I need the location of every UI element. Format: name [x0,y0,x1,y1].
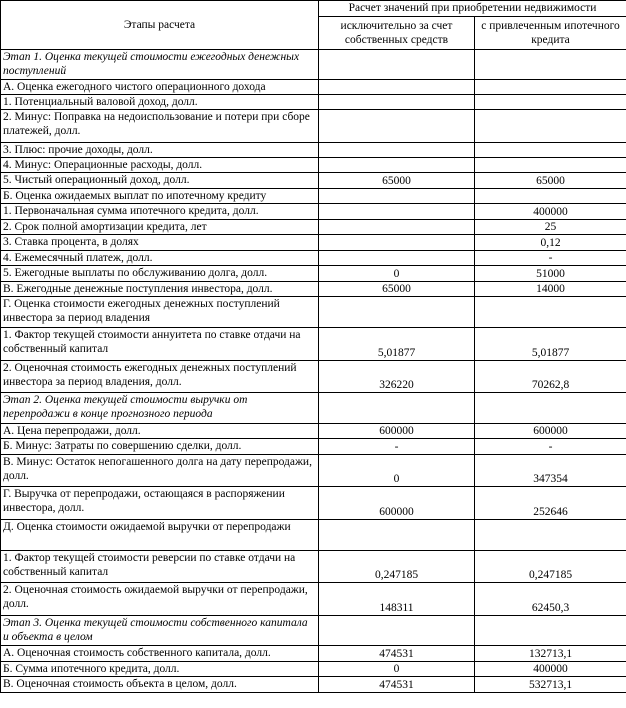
value-own-funds [319,297,475,328]
value-mortgage: 25 [475,220,626,235]
table-row [1,551,626,583]
table-row [1,393,626,424]
value-own-funds [319,143,475,158]
table-row [1,583,626,616]
table-row [1,328,626,361]
value-own-funds: 0 [319,266,475,282]
value-mortgage [475,50,626,80]
table-row [1,220,626,235]
table-row [1,282,626,297]
value-mortgage [475,297,626,328]
row-label: 3. Плюс: прочие доходы, долл. [1,143,319,158]
value-own-funds [319,80,475,95]
value-own-funds [319,204,475,220]
value-mortgage: 600000 [475,424,626,439]
value-own-funds: 474531 [319,646,475,662]
row-label: Г. Выручка от перепродажи, остающаяся в распоряжении инвестора, долл. [1,487,319,520]
value-mortgage: 5,01877 [475,328,626,361]
value-own-funds [319,235,475,251]
row-label: 1. Первоначальная сумма ипотечного кредита, долл. [1,204,319,220]
table-row [1,662,626,677]
value-mortgage [475,393,626,424]
table-row [1,95,626,110]
value-mortgage: 532713,1 [475,677,626,693]
row-label: 5. Чистый операционный доход, долл. [1,173,319,189]
row-label: 2. Срок полной амортизации кредита, лет [1,220,319,235]
row-label: 4. Ежемесячный платеж, долл. [1,251,319,266]
row-label: 5. Ежегодные выплаты по обслуживанию долга, долл. [1,266,319,282]
row-label: В. Оценочная стоимость объекта в целом, долл. [1,677,319,693]
table-row [1,235,626,251]
row-label: В. Ежегодные денежные поступления инвестора, долл. [1,282,319,297]
value-mortgage: 70262,8 [475,361,626,393]
table-row [1,455,626,487]
table-body [1,50,626,693]
row-label: 4. Минус: Операционные расходы, долл. [1,158,319,173]
table-row [1,173,626,189]
value-own-funds: 600000 [319,487,475,520]
row-label: 3. Ставка процента, в долях [1,235,319,251]
value-mortgage [475,158,626,173]
value-mortgage: 400000 [475,662,626,677]
row-label: 1. Потенциальный валовой доход, долл. [1,95,319,110]
row-label: Б. Минус: Затраты по совершению сделки, долл. [1,439,319,455]
stage-heading: Этап 1. Оценка текущей стоимости ежегодных денежных поступлений [1,50,319,80]
value-own-funds [319,189,475,204]
header-mortgage: с привлеченным ипотечного кредита [475,17,626,50]
value-own-funds: 474531 [319,677,475,693]
value-mortgage: 132713,1 [475,646,626,662]
row-label: 2. Оценочная стоимость ожидаемой выручки от перепродажи, долл. [1,583,319,616]
value-mortgage: 0,247185 [475,551,626,583]
value-mortgage [475,95,626,110]
row-label: А. Оценка ежегодного чистого операционного дохода [1,80,319,95]
value-own-funds [319,220,475,235]
value-own-funds: 65000 [319,282,475,297]
table-row [1,80,626,95]
value-mortgage: 14000 [475,282,626,297]
value-own-funds: 326220 [319,361,475,393]
value-own-funds [319,158,475,173]
row-label: 2. Оценочная стоимость ежегодных денежных поступлений инвестора за период владения, долл. [1,361,319,393]
value-own-funds [319,520,475,551]
value-mortgage: 0,12 [475,235,626,251]
stage-heading: Этап 3. Оценка текущей стоимости собственного капитала и объекта в целом [1,616,319,646]
row-label: Б. Сумма ипотечного кредита, долл. [1,662,319,677]
value-own-funds: 148311 [319,583,475,616]
value-mortgage [475,520,626,551]
value-own-funds: 0 [319,662,475,677]
value-mortgage [475,110,626,143]
table-row [1,189,626,204]
table-row [1,616,626,646]
value-mortgage [475,616,626,646]
value-mortgage: 252646 [475,487,626,520]
value-own-funds: 0,247185 [319,551,475,583]
table-row [1,297,626,328]
header-own-funds: исключительно за счет собственных средств [319,17,475,50]
value-mortgage [475,80,626,95]
value-own-funds: 0 [319,455,475,487]
value-mortgage: 65000 [475,173,626,189]
table-row [1,251,626,266]
table-row [1,361,626,393]
table-row [1,520,626,551]
table-row [1,143,626,158]
header-group: Расчет значений при приобретении недвижимости [319,1,626,17]
row-label: В. Минус: Остаток непогашенного долга на дату перепродажи, долл. [1,455,319,487]
table-row [1,158,626,173]
table-row [1,487,626,520]
table-row [1,110,626,143]
row-label: Г. Оценка стоимости ежегодных денежных поступлений инвестора за период владения [1,297,319,328]
table-row [1,50,626,80]
value-own-funds [319,95,475,110]
row-label: А. Цена перепродажи, долл. [1,424,319,439]
table-row [1,266,626,282]
value-own-funds: 65000 [319,173,475,189]
value-own-funds [319,393,475,424]
table-row [1,439,626,455]
value-own-funds [319,50,475,80]
value-mortgage: - [475,251,626,266]
value-mortgage [475,143,626,158]
table-row [1,204,626,220]
table-row [1,677,626,693]
value-mortgage: 347354 [475,455,626,487]
row-label: 1. Фактор текущей стоимости реверсии по ставке отдачи на собственный капитал [1,551,319,583]
value-own-funds [319,251,475,266]
row-label: 2. Минус: Поправка на недоиспользование и потери при сборе платежей, долл. [1,110,319,143]
value-own-funds [319,616,475,646]
value-mortgage [475,189,626,204]
value-own-funds: 600000 [319,424,475,439]
row-label: Б. Оценка ожидаемых выплат по ипотечному кредиту [1,189,319,204]
value-own-funds [319,110,475,143]
table-row [1,424,626,439]
value-mortgage: - [475,439,626,455]
value-mortgage: 400000 [475,204,626,220]
value-own-funds: 5,01877 [319,328,475,361]
row-label: А. Оценочная стоимость собственного капитала, долл. [1,646,319,662]
table-header [1,1,626,50]
table-row [1,646,626,662]
value-mortgage: 62450,3 [475,583,626,616]
row-label: Д. Оценка стоимости ожидаемой выручки от перепродажи [1,520,319,551]
row-label: 1. Фактор текущей стоимости аннуитета по ставке отдачи на собственный капитал [1,328,319,361]
value-mortgage: 51000 [475,266,626,282]
header-stages: Этапы расчета [1,1,319,50]
stage-heading: Этап 2. Оценка текущей стоимости выручки от перепродажи в конце прогнозного периода [1,393,319,424]
value-own-funds: - [319,439,475,455]
